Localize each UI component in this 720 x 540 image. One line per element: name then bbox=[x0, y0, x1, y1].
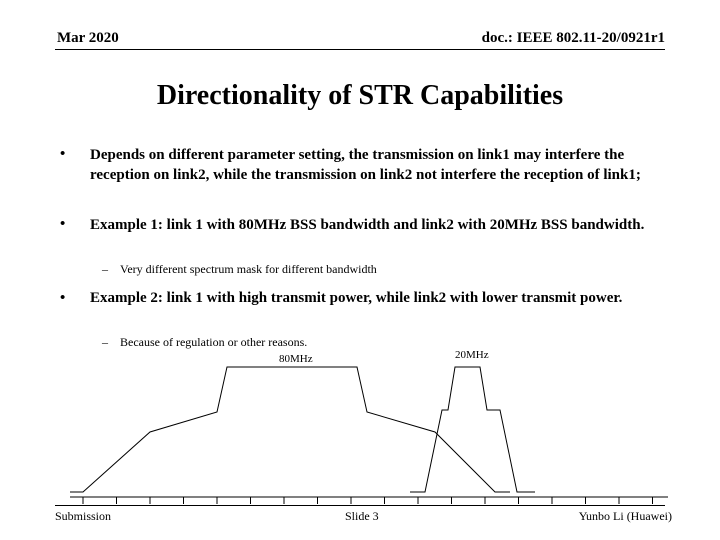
footer-slide-number: Slide 3 bbox=[345, 509, 379, 523]
bullet-marker: • bbox=[60, 290, 66, 306]
bullet-marker: • bbox=[60, 146, 66, 162]
bullet-text-2: Example 1: link 1 with 80MHz BSS bandwidth and link2 with 20MHz BSS bandwidth. bbox=[90, 217, 645, 233]
sub-bullet-text-2: Because of regulation or other reasons. bbox=[120, 335, 308, 349]
footer-rule bbox=[55, 505, 665, 506]
footer-submission: Submission bbox=[55, 509, 112, 523]
bullet-marker: • bbox=[60, 216, 66, 232]
mask-20mhz-line bbox=[410, 367, 535, 492]
bullet-text-1: Depends on different parameter setting, the transmission on link1 may interfere the reception on link2, while the transmission on link2 not interfere the reception of link1; bbox=[90, 147, 641, 183]
footer-author: Yunbo Li (Huawei) bbox=[578, 509, 672, 523]
bullet-text-3: Example 2: link 1 with high transmit power, while link2 with lower transmit power. bbox=[90, 290, 623, 306]
mask-80mhz-line bbox=[70, 367, 510, 492]
sub-bullet-marker: – bbox=[102, 262, 108, 276]
label-20mhz: 20MHz bbox=[455, 349, 489, 361]
header-rule bbox=[55, 49, 665, 50]
header-doc-id: doc.: IEEE 802.11-20/0921r1 bbox=[481, 30, 665, 46]
sub-bullet-marker: – bbox=[102, 335, 108, 349]
slide-title: Directionality of STR Capabilities bbox=[156, 80, 564, 111]
label-80mhz: 80MHz bbox=[279, 353, 313, 365]
sub-bullet-text-1: Very different spectrum mask for different bandwidth bbox=[120, 262, 377, 276]
spectrum-mask-diagram bbox=[0, 330, 720, 510]
header-date: Mar 2020 bbox=[57, 30, 119, 46]
